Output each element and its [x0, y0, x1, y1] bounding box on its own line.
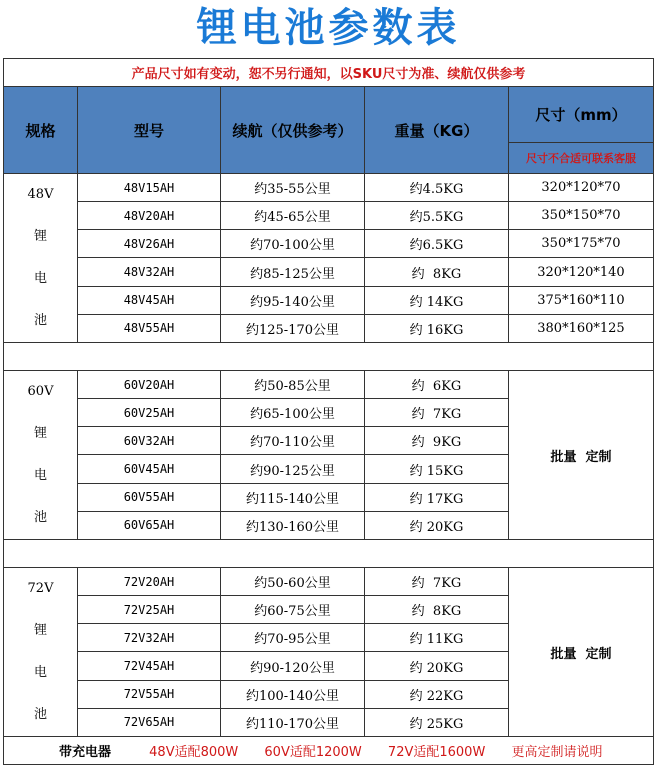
- group-voltage: 72V: [27, 581, 54, 596]
- weight-cell: 约 7KG: [365, 568, 509, 596]
- group-voltage: 60V: [27, 384, 54, 399]
- weight-cell: 约 7KG: [365, 399, 509, 427]
- footer-row: [4, 737, 654, 765]
- range-cell: 约65-100公里: [221, 399, 365, 427]
- model-cell: 60V25AH: [78, 399, 221, 427]
- spacer-row: [4, 343, 654, 371]
- footer-item: 72V适配1600W: [387, 745, 486, 760]
- model-cell: 72V45AH: [78, 652, 221, 680]
- group-label-cell: [4, 174, 78, 343]
- weight-cell: 约 8KG: [365, 258, 509, 286]
- weight-cell: 约 17KG: [365, 483, 509, 511]
- weight-cell: 约 25KG: [365, 708, 509, 736]
- model-cell: 60V65AH: [78, 511, 221, 539]
- weight-cell: 约 15KG: [365, 455, 509, 483]
- group-char: 池: [33, 313, 47, 328]
- weight-cell: 约6.5KG: [365, 230, 509, 258]
- range-cell: 约130-160公里: [221, 511, 365, 539]
- header-size: 尺寸（mm）: [509, 87, 654, 143]
- header-spec: 规格: [4, 87, 78, 174]
- weight-cell: 约 20KG: [365, 511, 509, 539]
- range-cell: 约85-125公里: [221, 258, 365, 286]
- model-cell: 72V65AH: [78, 708, 221, 736]
- range-cell: 约70-110公里: [221, 427, 365, 455]
- notice-row: [4, 59, 654, 87]
- table-row: [4, 314, 654, 342]
- model-cell: 48V15AH: [78, 174, 221, 202]
- header-size-note: 尺寸不合适可联系客服: [509, 143, 654, 174]
- weight-cell: 约5.5KG: [365, 202, 509, 230]
- model-cell: 48V45AH: [78, 286, 221, 314]
- range-cell: 约50-85公里: [221, 371, 365, 399]
- group-char: 电: [33, 665, 47, 680]
- model-cell: 72V25AH: [78, 596, 221, 624]
- battery-spec-table: [3, 58, 654, 765]
- group-char: 池: [33, 707, 47, 722]
- range-cell: 约115-140公里: [221, 483, 365, 511]
- model-cell: 48V26AH: [78, 230, 221, 258]
- group-char: 池: [33, 510, 47, 525]
- header-model: 型号: [78, 87, 221, 174]
- size-cell: 350*175*70: [509, 230, 654, 258]
- weight-cell: 约 16KG: [365, 314, 509, 342]
- size-cell: 350*150*70: [509, 202, 654, 230]
- range-cell: 约100-140公里: [221, 680, 365, 708]
- table-row: [4, 230, 654, 258]
- model-cell: 48V55AH: [78, 314, 221, 342]
- size-cell: 320*120*70: [509, 174, 654, 202]
- group-char: 锂: [33, 229, 47, 244]
- range-cell: 约35-55公里: [221, 174, 365, 202]
- page-title: 锂电池参数表: [196, 5, 461, 51]
- size-cell: 320*120*140: [509, 258, 654, 286]
- custom-cell: 批量 定制: [509, 371, 654, 540]
- footer-label: 带充电器: [59, 745, 112, 760]
- group-voltage: 48V: [27, 187, 54, 202]
- range-cell: 约125-170公里: [221, 314, 365, 342]
- group-char: 电: [33, 271, 47, 286]
- weight-cell: 约 8KG: [365, 596, 509, 624]
- group-label-cell: [4, 371, 78, 540]
- size-cell: 380*160*125: [509, 314, 654, 342]
- range-cell: 约90-125公里: [221, 455, 365, 483]
- range-cell: 约110-170公里: [221, 708, 365, 736]
- weight-cell: 约 9KG: [365, 427, 509, 455]
- range-cell: 约50-60公里: [221, 568, 365, 596]
- model-cell: 60V32AH: [78, 427, 221, 455]
- table-row: [4, 202, 654, 230]
- notice-text: 产品尺寸如有变动，恕不另行通知，以SKU尺寸为准、续航仅供参考: [4, 59, 654, 87]
- weight-cell: 约 14KG: [365, 286, 509, 314]
- model-cell: 72V32AH: [78, 624, 221, 652]
- group-label-cell: [4, 568, 78, 737]
- spacer-cell: [4, 540, 654, 568]
- custom-cell: 批量 定制: [509, 568, 654, 737]
- weight-cell: 约4.5KG: [365, 174, 509, 202]
- range-cell: 约70-100公里: [221, 230, 365, 258]
- model-cell: 60V45AH: [78, 455, 221, 483]
- footer-item: 更高定制请说明: [511, 745, 603, 760]
- model-cell: 48V32AH: [78, 258, 221, 286]
- table-row: [4, 258, 654, 286]
- table-row: [4, 371, 654, 399]
- table-row: [4, 174, 654, 202]
- group-char: 锂: [33, 426, 47, 441]
- size-cell: 375*160*110: [509, 286, 654, 314]
- weight-cell: 约 11KG: [365, 624, 509, 652]
- model-cell: 72V55AH: [78, 680, 221, 708]
- weight-cell: 约 22KG: [365, 680, 509, 708]
- group-char: 锂: [33, 623, 47, 638]
- header-weight: 重量（KG）: [365, 87, 509, 174]
- model-cell: 60V55AH: [78, 483, 221, 511]
- range-cell: 约45-65公里: [221, 202, 365, 230]
- header-row: [4, 87, 654, 143]
- weight-cell: 约 6KG: [365, 371, 509, 399]
- range-cell: 约95-140公里: [221, 286, 365, 314]
- header-range: 续航（仅供参考）: [221, 87, 365, 174]
- footer-item: 60V适配1200W: [264, 745, 362, 760]
- model-cell: 48V20AH: [78, 202, 221, 230]
- model-cell: 72V20AH: [78, 568, 221, 596]
- range-cell: 约60-75公里: [221, 596, 365, 624]
- spacer-row: [4, 540, 654, 568]
- range-cell: 约90-120公里: [221, 652, 365, 680]
- footer-cell: [4, 737, 654, 765]
- table-row: [4, 568, 654, 596]
- footer-item: 48V适配800W: [149, 745, 239, 760]
- model-cell: 60V20AH: [78, 371, 221, 399]
- spacer-cell: [4, 343, 654, 371]
- weight-cell: 约 20KG: [365, 652, 509, 680]
- group-char: 电: [33, 468, 47, 483]
- table-row: [4, 286, 654, 314]
- range-cell: 约70-95公里: [221, 624, 365, 652]
